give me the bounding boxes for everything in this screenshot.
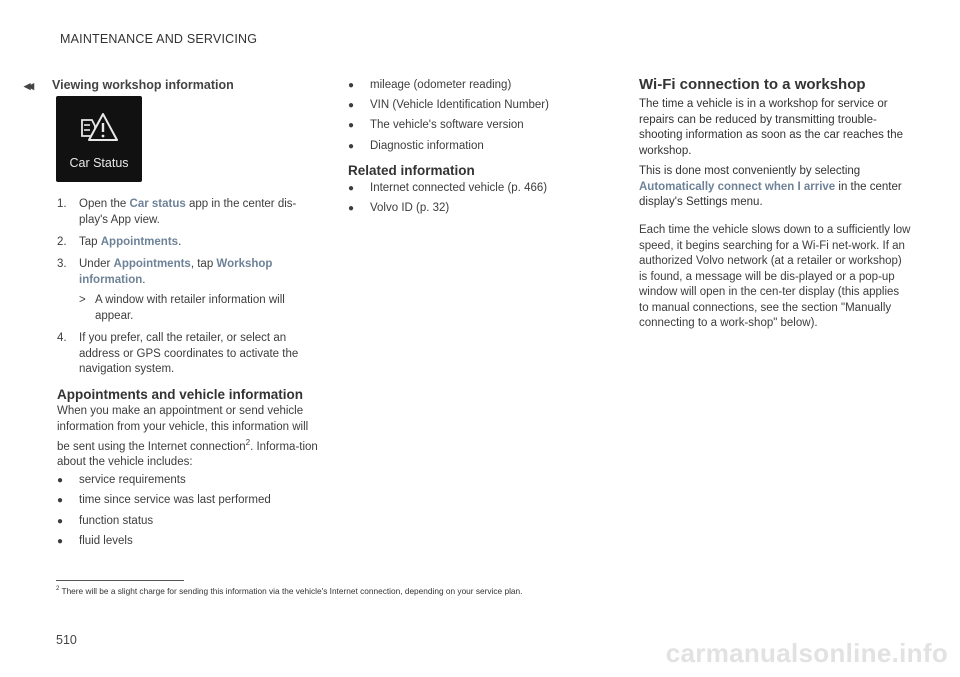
- page-number: 510: [56, 633, 77, 647]
- list-item: ● service requirements: [57, 474, 186, 486]
- section-title: Viewing workshop information: [52, 78, 234, 92]
- list-item: ● Diagnostic information: [348, 140, 484, 152]
- appointments-link-2[interactable]: Appointments: [113, 258, 191, 270]
- workshop-information-link[interactable]: Workshop information: [79, 258, 273, 286]
- continued-chevrons-icon: ◂◂: [24, 78, 32, 93]
- list-item: ● fluid levels: [57, 535, 133, 547]
- footnote: $^2$ There will be a slight charge for sending this information via the vehicle's Internet connection, depending on your service plan.: [56, 586, 523, 596]
- related-link-volvo-id[interactable]: ● Volvo ID (p. 32): [348, 202, 450, 214]
- watermark: carmanualsonline.info: [665, 638, 948, 668]
- wifi-paragraph-3: Each time the vehicle slows down to a sufficiently low speed, it begins searching for a Wi-Fi net-work. If an authorized Volvo network (at a retailer or workshop) is found, a message will be dis-played or a pop-up window will open in the cen-ter display (this applies to manual connections, see the section "Manually connecting to a work-shop" below).: [639, 224, 911, 329]
- wifi-heading: Wi-Fi connection to a workshop: [639, 76, 866, 93]
- list-item: ● time since service was last performed: [57, 494, 271, 506]
- automatically-connect-setting[interactable]: Automatically connect when I arrive: [639, 180, 836, 193]
- list-item: ● function status: [57, 515, 154, 527]
- related-link-internet-connected-vehicle[interactable]: ● Internet connected vehicle (p. 466): [348, 182, 548, 194]
- wifi-paragraph-1: The time a vehicle is in a workshop for service or repairs can be reduced by transmitting trouble-shooting information as soon as the car reaches the workshop.: [639, 98, 904, 157]
- page-header: MAINTENANCE AND SERVICING: [60, 32, 258, 46]
- list-item: ● VIN (Vehicle Identification Number): [348, 99, 549, 111]
- car-status-app-tile: [56, 96, 142, 182]
- car-status-link[interactable]: Car status: [129, 198, 186, 210]
- wifi-paragraph-2: This is done most conveniently by selecting Automatically connect when I arrive in the center display's Settings menu.: [639, 165, 902, 208]
- related-information-heading: Related information: [348, 163, 475, 178]
- app-tile-label: Car Status: [69, 156, 129, 170]
- list-item: ● The vehicle's software version: [348, 119, 524, 131]
- car-status-warning-icon: [78, 110, 120, 146]
- steps-list: 1. Open the Car status app in the center dis-play's App view. 2. Tap Appointments. 3. Under Appointments, tap Workshop information. > A window with retailer information will appear. 4. If you prefer, call the retailer, or select an address or GPS coordinates to activate the navigation system.: [57, 198, 299, 375]
- appointments-heading: Appointments and vehicle information: [57, 387, 304, 402]
- appointments-link[interactable]: Appointments: [100, 236, 179, 248]
- list-item: ● mileage (odometer reading): [348, 79, 512, 91]
- footnote-divider: [56, 580, 184, 581]
- appointments-paragraph: When you make an appointment or send vehicle information from your vehicle, this information will be sent using the Internet connection$^2$. Informa-tion about the vehicle includes:: [57, 405, 318, 469]
